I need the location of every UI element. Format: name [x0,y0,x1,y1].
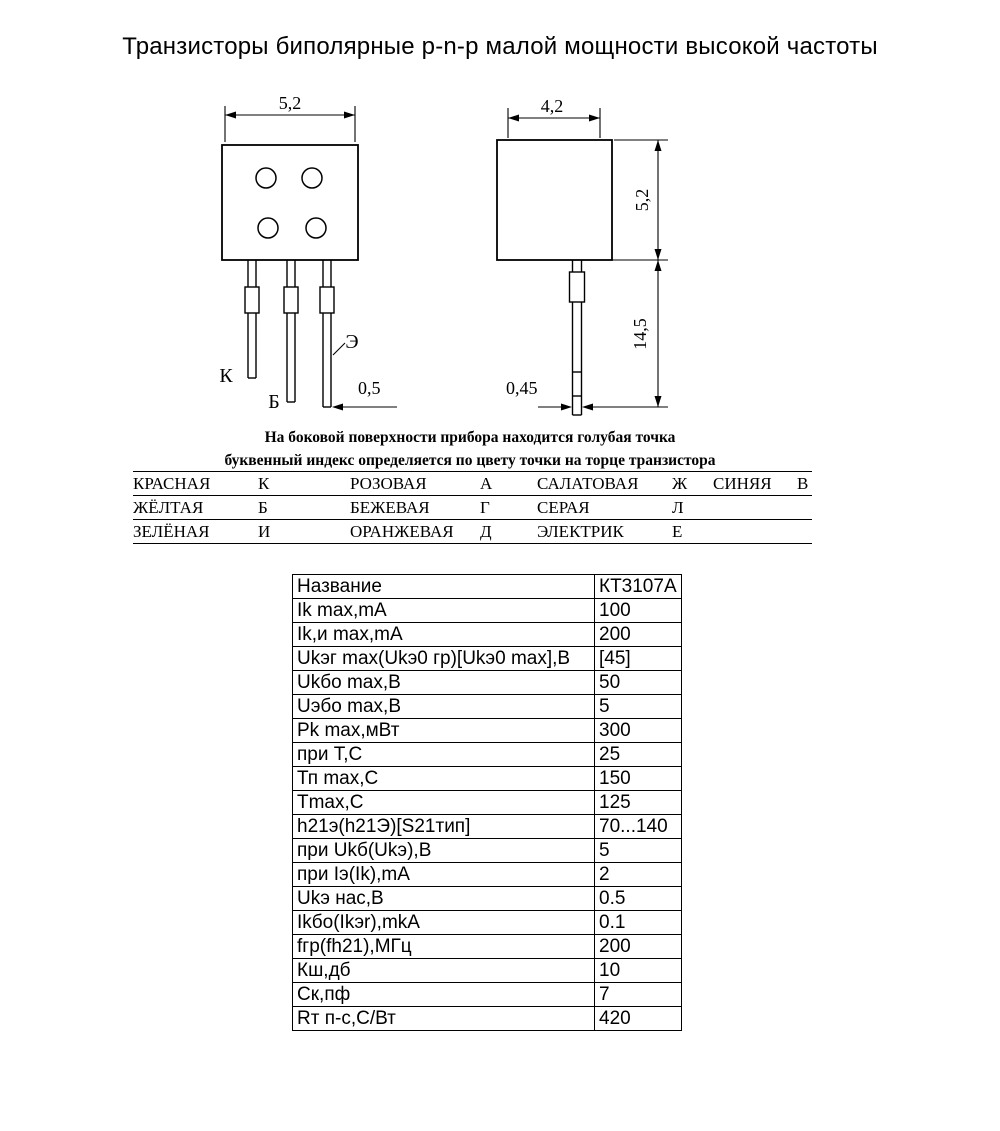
param-name: Uэбо max,В [293,695,595,719]
table-row [293,839,682,863]
table-row [293,983,682,1007]
color-letter: Б [258,497,268,517]
front-body-outline [222,145,358,260]
param-value: 200 [595,935,682,959]
color-name: ОРАНЖЕВАЯ [350,521,454,541]
front-leads [245,260,334,407]
param-value: 7 [595,983,682,1007]
table-row [293,599,682,623]
table-row [293,959,682,983]
param-name: Ск,пф [293,983,595,1007]
param-value: [45] [595,647,682,671]
color-name: САЛАТОВАЯ [537,473,639,493]
color-letter: В [797,473,809,493]
param-name: при Т,С [293,743,595,767]
param-name: Ikбо(Ikэr),mkA [293,911,595,935]
color-name: БЕЖЕВАЯ [350,497,430,517]
pin-collector-label: К [219,365,233,387]
side-depth-dim-label: 4,2 [540,96,564,116]
param-value: 150 [595,767,682,791]
param-value: 100 [595,599,682,623]
param-name: fгр(fh21),МГц [293,935,595,959]
param-name: Ik,и max,mA [293,623,595,647]
front-lead-thickness-dimension [332,404,397,411]
param-value: 25 [595,743,682,767]
notes-block [30,426,910,472]
param-value: 5 [595,695,682,719]
table-row [293,911,682,935]
note-line-1: На боковой поверхности прибора находится голубая точка [264,429,676,446]
param-name: Тп max,С [293,767,595,791]
color-name: ЗЕЛЁНАЯ [133,521,210,541]
color-name: ЖЁЛТАЯ [133,497,204,517]
color-name: РОЗОВАЯ [350,473,427,493]
side-lead-width-dimension [538,404,668,411]
table-row [293,695,682,719]
param-value: 0.1 [595,911,682,935]
table-row [293,1007,682,1031]
param-value: 125 [595,791,682,815]
param-name: Pk max,мВт [293,719,595,743]
param-name: Название [293,575,595,599]
note-line-2: буквенный индекс определяется по цвету точки на торце транзистора [224,452,716,469]
param-value: 50 [595,671,682,695]
param-value: 5 [595,839,682,863]
param-value: 2 [595,863,682,887]
color-code-table [133,471,812,544]
param-value: 420 [595,1007,682,1031]
front-width-dim-label: 5,2 [278,93,302,113]
side-view-drawing [497,96,668,415]
side-body-height-label: 5,2 [632,188,652,212]
table-row [293,671,682,695]
table-row [293,863,682,887]
color-letter: И [258,521,271,541]
param-value: 300 [595,719,682,743]
color-row [133,496,812,520]
front-lead-thickness-label: 0,5 [358,378,381,398]
color-letter: Г [480,497,490,517]
side-lead [570,260,585,415]
front-view-drawing [219,93,397,413]
emitter-leader-line [333,343,345,355]
color-name: ЭЛЕКТРИК [537,521,624,541]
param-name: при Iэ(Ik),mA [293,863,595,887]
side-lead-length-label: 14,5 [630,318,650,350]
table-row [293,719,682,743]
page-title: Транзисторы биполярные p-n-p малой мощности высокой частоты [122,33,878,60]
color-name: СЕРАЯ [537,497,590,517]
table-row [293,575,682,599]
param-value: КТ3107А [595,575,682,599]
color-letter: Д [480,521,492,541]
side-body-outline [497,140,612,260]
package-drawings [0,85,1000,435]
table-row [293,743,682,767]
param-name: Rт п-с,С/Вт [293,1007,595,1031]
color-name: СИНЯЯ [713,473,772,493]
table-row [293,791,682,815]
color-letter: А [480,473,493,493]
param-name: Ukэ нас,В [293,887,595,911]
table-row [293,935,682,959]
param-value: 200 [595,623,682,647]
param-name: Ukбо max,В [293,671,595,695]
side-lead-width-label: 0,45 [506,378,538,398]
param-name: Tmax,С [293,791,595,815]
param-name: h21э(h21Э)[S21тип] [293,815,595,839]
color-letter: Л [672,497,684,517]
table-row [293,623,682,647]
pin-emitter-label: Э [345,331,359,353]
param-value: 10 [595,959,682,983]
side-height-dimensions [587,140,668,407]
pin-base-label: Б [268,391,280,413]
color-name: КРАСНАЯ [133,473,211,493]
color-row [133,472,812,496]
param-name: Ik max,mA [293,599,595,623]
table-row [293,767,682,791]
table-row [293,815,682,839]
table-row [293,887,682,911]
color-letter: Е [672,521,683,541]
param-name: Ukэг max(Ukэ0 гр)[Ukэ0 max],В [293,647,595,671]
param-name: при Ukб(Ukэ),В [293,839,595,863]
parameters-table [292,574,682,1031]
table-row [293,647,682,671]
param-value: 0.5 [595,887,682,911]
param-name: Кш,дб [293,959,595,983]
color-letter: К [258,473,270,493]
param-value: 70...140 [595,815,682,839]
color-letter: Ж [672,473,688,493]
color-row [133,520,812,544]
